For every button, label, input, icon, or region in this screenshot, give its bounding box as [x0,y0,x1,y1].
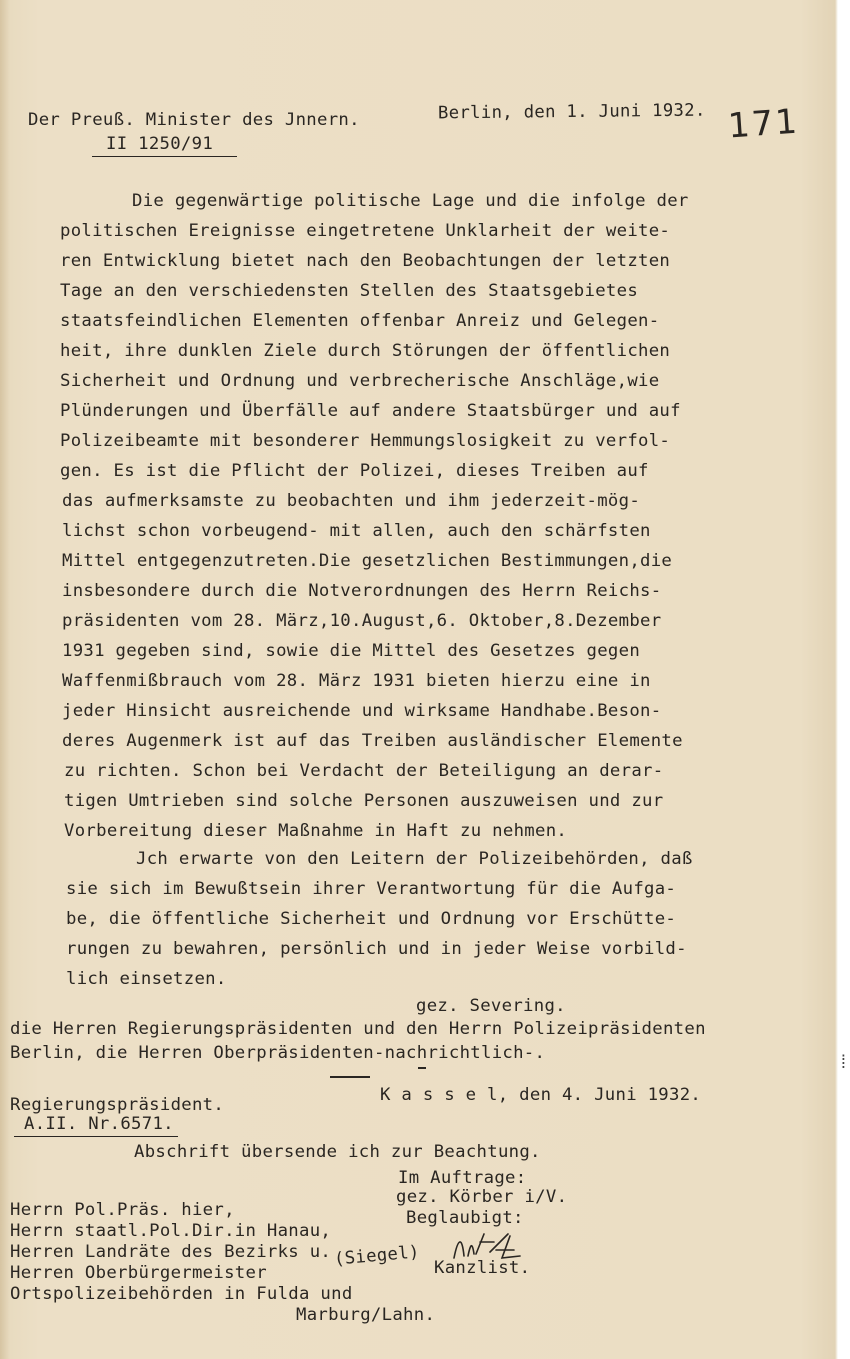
forwarding-note: Abschrift übersende ich zur Beachtung. [134,1142,541,1162]
forwarding-authority: Regierungspräsident. [10,1095,225,1115]
body-line-5: staatsfeindlichen Elementen offenbar Anreiz und Gelegen- [60,311,660,331]
body-line-6: heit, ihre dunklen Ziele durch Störungen der öffentlichen [60,341,671,361]
body-line-13: Mittel entgegenzutreten.Die gesetzlichen Bestimmungen,die [62,551,673,571]
addressee-6: Marburg/Lahn. [296,1305,436,1325]
signature-block-2: gez. Körber i/V. [396,1187,568,1207]
margin-mark: ⁞ [838,1052,849,1073]
signature-block-3: Beglaubigt: [406,1208,524,1228]
body-line-4: Tage an den verschiedensten Stellen des Staatsgebietes [60,281,639,301]
sender-line: Der Preuß. Minister des Jnnern. [28,110,360,130]
body-line-23: Jch erwarte von den Leitern der Polizeibehörden, daß [136,849,693,869]
addressee-3: Herren Landräte des Bezirks u. [10,1242,332,1262]
body-line-7: Sicherheit und Ordnung und verbrecherische Anschläge,wie [60,371,660,391]
place-date: Berlin, den 1. Juni 1932. [437,100,706,124]
body-line-20: zu richten. Schon bei Verdacht der Beteiligung an derar- [64,761,664,781]
page-number: 171 [726,101,801,147]
separator-dash [330,1076,370,1078]
signature-block-1: Im Auftrage: [398,1168,527,1188]
addressee-2: Herrn staatl.Pol.Dir.in Hanau, [10,1221,332,1241]
body-line-9: Polizeibeamte mit besonderer Hemmungslosigkeit zu verfol- [60,431,671,451]
body-line-1: Die gegenwärtige politische Lage und die infolge der [132,191,689,211]
body-line-24: sie sich im Bewußtsein ihrer Verantwortung für die Aufga- [66,879,677,899]
body-line-12: lichst schon vorbeugend- mit allen, auch den schärfsten [62,521,651,541]
body-line-15: präsidenten vom 28. März,10.August,6. Oktober,8.Dezember [62,611,662,631]
forwarding-place-date: K a s s e l, den 4. Juni 1932. [380,1085,702,1105]
body-line-11: das aufmerksamste zu beobachten und ihm jederzeit-mög- [62,491,641,511]
body-line-26: rungen zu bewahren, persönlich und in jeder Weise vorbild- [66,939,687,959]
body-line-8: Plünderungen und Überfälle auf andere Staatsbürger und auf [60,401,681,421]
body-line-16: 1931 gegeben sind, sowie die Mittel des Gesetzes gegen [62,641,641,661]
body-line-14: insbesondere durch die Notverordnungen des Herrn Reichs- [62,581,662,601]
body-line-17: Waffenmißbrauch vom 28. März 1931 bieten hierzu eine in [62,671,651,691]
body-line-19: deres Augenmerk ist auf das Treiben ausländischer Elemente [62,731,683,751]
body-line-2: politischen Ereignisse eingetretene Unklarheit der weite- [60,221,671,241]
recipients-line-1: die Herren Regierungspräsidenten und den Herrn Polizeipräsidenten [10,1019,706,1039]
addressee-5: Ortspolizeibehörden in Fulda und [10,1284,353,1304]
addressee-4: Herren Oberbürgermeister [10,1263,267,1283]
body-line-18: jeder Hinsicht ausreichende und wirksame Handhabe.Beson- [62,701,662,721]
signature-block-4: Kanzlist. [434,1258,531,1278]
reference-number: II 1250/91 [92,134,237,157]
body-line-27: lich einsetzen. [66,969,227,989]
addressee-1: Herrn Pol.Präs. hier, [10,1200,235,1220]
separator-dash-small [418,1067,426,1069]
seal-note: (Siegel) [333,1242,421,1270]
forwarding-reference: A.II. Nr.6571. [14,1114,178,1137]
recipients-line-2: Berlin, die Herren Oberpräsidenten-nachrichtlich-. [10,1043,546,1063]
handwritten-signature [450,1228,530,1268]
body-line-10: gen. Es ist die Pflicht der Polizei, dieses Treiben auf [60,461,649,481]
body-line-22: Vorbereitung dieser Maßnahme in Haft zu nehmen. [64,821,568,841]
body-line-21: tigen Umtrieben sind solche Personen auszuweisen und zur [64,791,664,811]
body-line-25: be, die öffentliche Sicherheit und Ordnung vor Erschütte- [66,909,677,929]
body-line-3: ren Entwicklung bietet nach den Beobachtungen der letzten [60,251,671,271]
signed-by: gez. Severing. [416,996,566,1016]
